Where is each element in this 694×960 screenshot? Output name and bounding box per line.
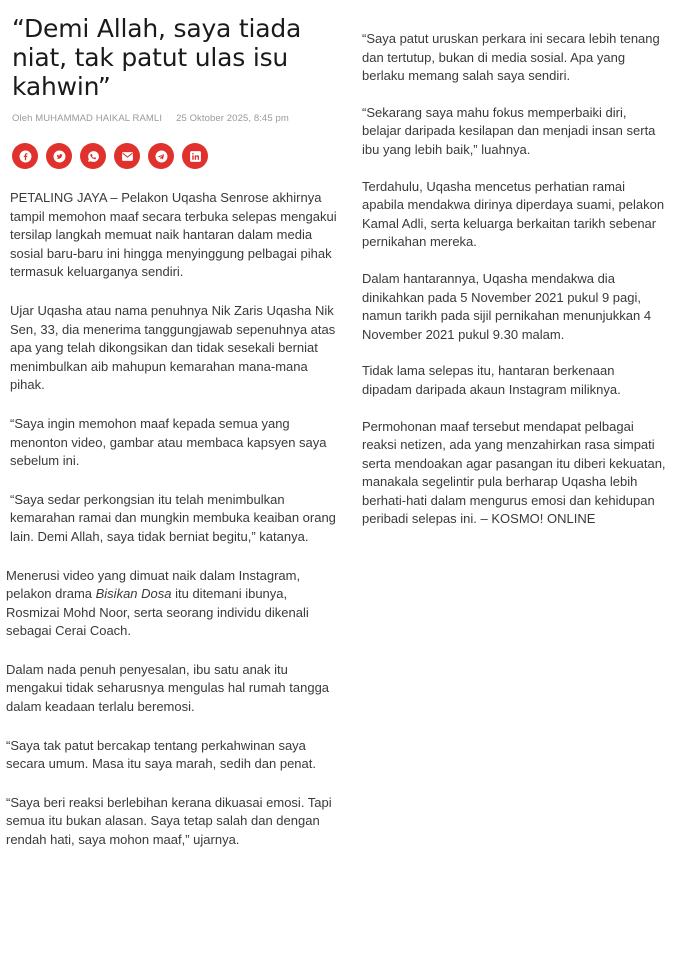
article-author: Oleh MUHAMMAD HAIKAL RAMLI [12,113,163,124]
paragraph-5-text-b: itu ditemani ibunya, Rosmizai Mohd Noor, serta seorang individu dikenali sebagai Cerai Coach. [6,586,309,639]
paragraph-6: Dalam nada penuh penyesalan, ibu satu anak itu mengakui tidak seharusnya mengulas hal rumah tangga dalam keadaan terlalu beremosi. [6,661,330,715]
twitter-icon [53,150,66,163]
paragraph-7: “Saya tak patut bercakap tentang perkahwinan saya secara umum. Masa itu saya marah, sedih dan penat. [6,737,316,772]
paragraph-14: Permohonan maaf tersebut mendapat pelbagai reaksi netizen, ada yang menzahirkan rasa simpati serta mendoakan agar pasangan itu diberi kekuatan, manakala segelintir pula berharap Uqasha lebih berhati-hati dalam mengurus emosi dan kehidupan peribadi selepas ini. – KOSMO! ONLINE [362,418,666,527]
paragraph-12: Dalam hantarannya, Uqasha mendakwa dia dinikahkan pada 5 November 2021 pukul 9 pagi, namun tarikh pada sijil pernikahan menunjukkan 4 November 2021 pukul 9.30 malam. [362,270,652,342]
linkedin-icon [189,150,202,163]
paragraph-4: “Saya sedar perkongsian itu telah menimbulkan kemarahan ramai dan mungkin membuka keaiban orang lain. Demi Allah, saya tidak berniat begitu,” katanya. [10,491,336,544]
telegram-icon [155,150,168,163]
article-title: “Demi Allah, saya tiada niat, tak patut ulas isu kahwin” [12,14,302,101]
share-bar [12,143,340,169]
paragraph-2: Ujar Uqasha atau nama penuhnya Nik Zaris Uqasha Nik Sen, 33, dia menerima tanggungjawab sepenuhnya atas apa yang telah dikongsikan dan tidak sesekali berniat menimbulkan aib mahupun kemarahan mana-mana pihak. [10,302,336,393]
paragraph-10: “Sekarang saya mahu fokus memperbaiki diri, belajar daripada kesilapan dan menjadi insan serta ibu yang lebih baik,” luahnya. [362,104,656,157]
share-linkedin-button[interactable] [182,143,208,169]
paragraph-11: Terdahulu, Uqasha mencetus perhatian ramai apabila mendakwa dirinya diperdaya suami, pelakon Kamal Adli, serta keluarga berkaitan tarikh sebenar pernikahan mereka. [362,178,665,250]
share-facebook-button[interactable] [12,143,38,169]
whatsapp-icon [87,150,100,163]
right-column [362,30,667,547]
paragraph-5 [6,567,340,641]
paragraph-13: Tidak lama selepas itu, hantaran berkenaan dipadam daripada akaun Instagram miliknya. [362,363,621,397]
paragraph-1: PETALING JAYA – Pelakon Uqasha Senrose akhirnya tampil memohon maaf secara terbuka selepas mengakui tersilap langkah memuat naik hantaran dalam media sosial baru-baru ini hingga menyinggung pelbagai pihak termasuk keluarganya sendiri. [10,190,337,280]
paragraph-8: “Saya beri reaksi berlebihan kerana dikuasai emosi. Tapi semua itu bukan alasan. Saya tetap salah dan dengan rendah hati, saya mohon maaf,” ujarnya. [6,794,332,848]
drama-title: Bisikan Dosa [95,586,172,602]
left-body [6,189,340,850]
share-twitter-button[interactable] [46,143,72,169]
share-email-button[interactable] [114,143,140,169]
paragraph-5-text-a: Menerusi video yang dimuat naik dalam Instagram, pelakon drama [6,567,301,602]
left-column [6,14,340,850]
email-icon [121,150,134,163]
share-telegram-button[interactable] [148,143,174,169]
share-whatsapp-button[interactable] [80,143,106,169]
facebook-icon [19,150,32,163]
paragraph-9: “Saya patut uruskan perkara ini secara lebih tenang dan tertutup, bukan di media sosial. Apa yang berlaku memang salah saya sendiri. [362,31,660,84]
paragraph-3: “Saya ingin memohon maaf kepada semua yang menonton video, gambar atau membaca kapsyen saya sebelum ini. [10,415,327,469]
article-meta [12,113,340,124]
article-date: 25 Oktober 2025, 8:45 pm [176,113,289,124]
